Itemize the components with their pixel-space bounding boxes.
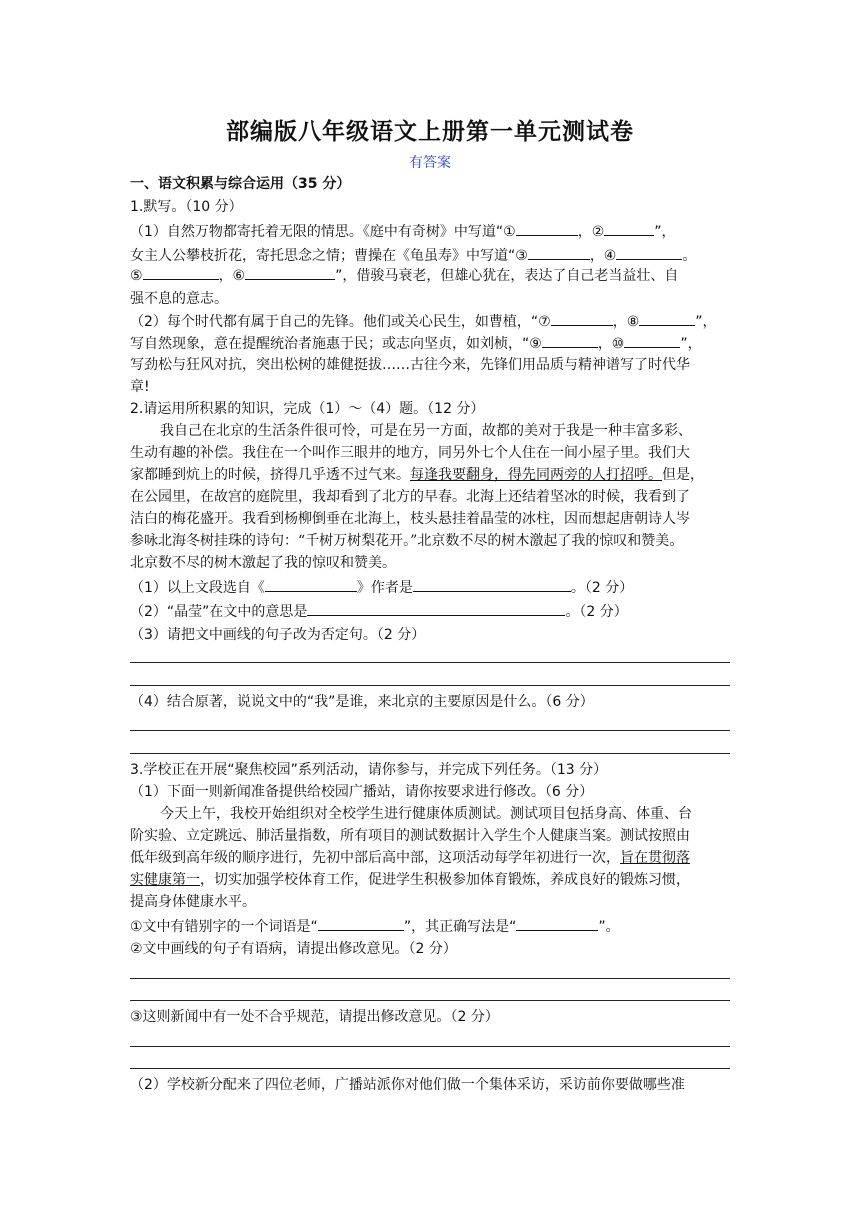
passage-line: 参咏北海冬树挂珠的诗句：“千树万树梨花开。”北京数不尽的树木激起了我的惊叹和赞美。 bbox=[130, 533, 684, 549]
news-line bbox=[130, 870, 730, 890]
text: ，⑩ bbox=[597, 336, 625, 352]
typo-word-blank[interactable] bbox=[318, 916, 404, 931]
passage-line: 在公园里，在故宫的庭院里，我却看到了北方的早春。北海上还结着坚冰的时候，我看到了 bbox=[130, 489, 690, 505]
q1-part2-line3: 写劲松与狂风对抗，突出松树的雄健挺拔……古往今来，先锋们用品质与精神谱写了时代华 bbox=[130, 357, 690, 373]
q2-sub1 bbox=[130, 577, 730, 598]
answer-line[interactable] bbox=[130, 730, 730, 731]
text: ，② bbox=[577, 224, 605, 240]
fill-blank-10[interactable] bbox=[624, 333, 680, 348]
q3-c1 bbox=[130, 916, 730, 937]
q3-sub2: （2）学校新分配来了四位老师，广播站派你对他们做一个集体采访，采访前你要做哪些准 bbox=[130, 1077, 685, 1093]
text: ”，借骏马衰老，但雄心犹在，表达了自己老当益壮、自 bbox=[335, 268, 679, 284]
text: 但是， bbox=[662, 467, 704, 483]
text: 低年级到高年级的顺序进行，先初中部后高中部，这项活动每学年初进行一次， bbox=[130, 850, 620, 866]
news-line: 今天上午，我校开始组织对全校学生进行健康体质测试。测试项目包括身高、体重、台 bbox=[160, 806, 692, 822]
author-blank[interactable] bbox=[413, 577, 571, 592]
fill-blank-8[interactable] bbox=[639, 311, 695, 326]
text: ①文中有错别字的一个词语是“ bbox=[130, 919, 318, 935]
text: 。 bbox=[682, 248, 697, 264]
answer-line[interactable] bbox=[130, 685, 730, 686]
correct-word-blank[interactable] bbox=[516, 916, 598, 931]
q1-part1-line4: 强不息的意志。 bbox=[130, 291, 228, 307]
text: （2）“晶莹”在文中的意思是 bbox=[130, 604, 308, 620]
text: ，④ bbox=[589, 248, 617, 264]
text: 。（2 分） bbox=[570, 580, 634, 596]
text: ”， bbox=[695, 314, 717, 330]
text: 写自然现象，意在提醒统治者施惠于民；或志向坚贞，如刘桢，“⑨ bbox=[130, 336, 542, 352]
text: 女主人公攀枝折花，寄托思念之情；曹操在《龟虽寿》中写道“③ bbox=[130, 248, 528, 264]
text: ，切实加强学校体育工作，促进学生积极参加体育锻炼，养成良好的锻炼习惯， bbox=[200, 872, 690, 888]
q2-sub4: （4）结合原著，说说文中的“我”是谁，来北京的主要原因是什么。（6 分） bbox=[130, 694, 594, 710]
text: （1）以上文段选自《 bbox=[130, 580, 265, 596]
news-line: 阶实验、立定跳远、肺活量指数，所有项目的测试数据计入学生个人健康当案。测试按照由 bbox=[130, 828, 690, 844]
passage-line: 我自己在北京的生活条件很可怜，可是在另一方面，故都的美对于我是一种丰富多彩、 bbox=[160, 423, 692, 439]
page-title: 部编版八年级语文上册第一单元测试卷 bbox=[226, 119, 634, 145]
meaning-blank[interactable] bbox=[307, 601, 565, 616]
q1-part1-line3 bbox=[130, 265, 730, 286]
question-2-heading: 2.请运用所积累的知识，完成（1）～（4）题。（12 分） bbox=[130, 401, 485, 417]
q1-part2-line1 bbox=[130, 311, 730, 332]
answer-line[interactable] bbox=[130, 1068, 730, 1069]
book-title-blank[interactable] bbox=[265, 577, 357, 592]
text: 家都睡到炕上的时候，挤得几乎透不过气来。 bbox=[130, 467, 410, 483]
text: ”， bbox=[680, 336, 702, 352]
answer-line[interactable] bbox=[130, 1046, 730, 1047]
q3-c2: ②文中画线的句子有语病，请提出修改意见。（2 分） bbox=[130, 941, 457, 957]
fill-blank-4[interactable] bbox=[616, 245, 682, 260]
fill-blank-2[interactable] bbox=[604, 221, 654, 236]
q1-part1-line1 bbox=[130, 221, 730, 242]
passage-line: 生动有趣的补偿。我住在一个叫作三眼井的地方，同另外七个人住在一间小屋子里。我们大 bbox=[130, 445, 690, 461]
q2-sub3: （3）请把文中画线的句子改为否定句。（2 分） bbox=[130, 627, 426, 643]
text: ⑤ bbox=[130, 268, 143, 284]
answer-line[interactable] bbox=[130, 662, 730, 663]
text: ”，其正确写法是“ bbox=[403, 919, 517, 935]
answer-note: 有答案 bbox=[409, 155, 451, 171]
underlined-sentence: 实健康第一 bbox=[130, 872, 200, 888]
q3-c3: ③这则新闻中有一处不合乎规范，请提出修改意见。（2 分） bbox=[130, 1009, 499, 1025]
section-heading: 一、语文积累与综合运用（35 分） bbox=[130, 176, 351, 192]
fill-blank-1[interactable] bbox=[516, 221, 578, 236]
answer-line[interactable] bbox=[130, 978, 730, 979]
text: （1）自然万物都寄托着无限的情思。《庭中有奇树》中写道“① bbox=[130, 224, 516, 240]
answer-line[interactable] bbox=[130, 1000, 730, 1001]
text: ，⑥ bbox=[218, 268, 246, 284]
text: ，⑧ bbox=[612, 314, 640, 330]
question-1-heading: 1.默写。（10 分） bbox=[130, 199, 243, 215]
q1-part2-line4: 章! bbox=[130, 379, 150, 395]
text: 。（2 分） bbox=[565, 604, 628, 620]
q1-part2-line2 bbox=[130, 333, 730, 354]
text: （2）每个时代都有属于自己的先锋。他们或关心民生，如曹植，“⑦ bbox=[130, 314, 551, 330]
question-3-heading: 3.学校正在开展“聚焦校园”系列活动，请你参与，并完成下列任务。（13 分） bbox=[130, 762, 608, 778]
passage-line: 洁白的梅花盛开。我看到杨柳倒垂在北海上，枝头悬挂着晶莹的冰柱，因而想起唐朝诗人岑 bbox=[130, 511, 690, 527]
text: ”。 bbox=[598, 919, 620, 935]
fill-blank-3[interactable] bbox=[528, 245, 590, 260]
passage-line bbox=[130, 465, 730, 485]
underlined-sentence: 每逢我要翻身，得先同两旁的人打招呼。 bbox=[410, 467, 662, 483]
underlined-sentence: 旨在贯彻落 bbox=[620, 850, 690, 866]
answer-line[interactable] bbox=[130, 753, 730, 754]
q1-part1-line2 bbox=[130, 245, 730, 266]
text: 》作者是 bbox=[356, 580, 413, 596]
text: ”， bbox=[654, 224, 676, 240]
fill-blank-9[interactable] bbox=[542, 333, 598, 348]
news-line bbox=[130, 848, 730, 868]
fill-blank-5[interactable] bbox=[143, 265, 219, 280]
q3-sub1: （1）下面一则新闻准备提供给校园广播站，请你按要求进行修改。（6 分） bbox=[130, 784, 594, 800]
news-line: 提高身体健康水平。 bbox=[130, 894, 256, 910]
fill-blank-7[interactable] bbox=[551, 311, 613, 326]
fill-blank-6[interactable] bbox=[245, 265, 335, 280]
q2-sub2 bbox=[130, 601, 730, 622]
passage-line: 北京数不尽的树木激起了我的惊叹和赞美。 bbox=[130, 555, 396, 571]
